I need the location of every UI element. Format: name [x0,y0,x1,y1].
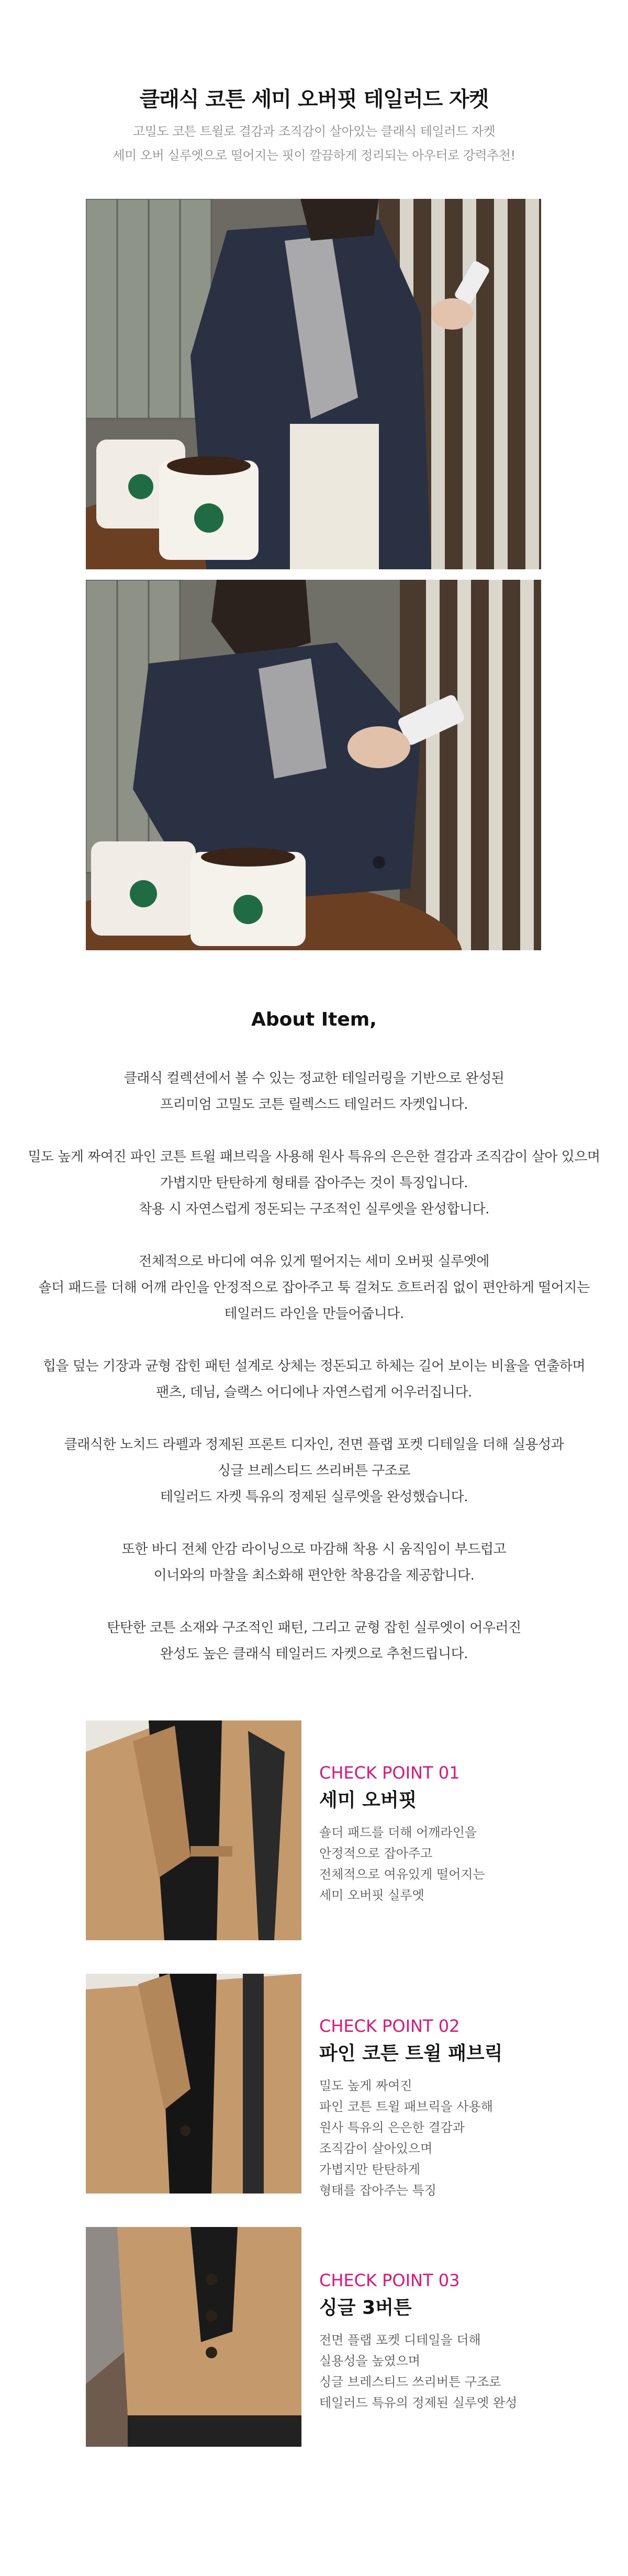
model-photo-2 [86,580,541,950]
check-point-label: CHECK POINT 01 [319,1763,460,1783]
check-point-heading: 파인 코튼 트윌 패브릭 [319,2043,503,2064]
about-paragraph [0,1065,628,1118]
check-point-line: 파인 코튼 트윌 패브릭을 사용해 [319,2099,493,2114]
page-subtitle [0,119,628,167]
about-line: 탄탄한 코튼 소재와 구조적인 패턴, 그리고 균형 잡힌 실루엣이 어우러진 [107,1620,521,1636]
about-line: 싱글 브레스티드 쓰리버튼 구조로 [218,1463,410,1479]
check-point-line: 가볍지만 탄탄하게 [319,2162,421,2177]
subtitle-line: 고밀도 코튼 트윌로 결감과 조직감이 살아있는 클래식 테일러드 자켓 [132,124,496,139]
about-line: 클래식 컬렉션에서 볼 수 있는 정교한 테일러링을 기반으로 완성된 [124,1071,504,1086]
model-photo-1 [86,199,541,569]
about-line: 테일러드 자켓 특유의 정제된 실루엣을 완성했습니다. [160,1489,468,1505]
about-body [0,1065,628,1693]
about-paragraph [0,1144,628,1222]
check-point-description [319,2330,612,2413]
about-line: 완성도 높은 클래식 테일러드 자켓으로 추천드립니다. [160,1646,468,1662]
check-point-label: CHECK POINT 03 [319,2270,460,2290]
check-point-line: 형태를 잡아주는 특징 [319,2183,436,2198]
check-point-3-photo [86,2227,301,2447]
check-point-1-photo [86,1720,301,1940]
about-line: 테일러드 라인을 만들어줍니다. [224,1306,404,1322]
check-point-2 [319,2016,612,2201]
check-point-line: 테일러드 특유의 정제된 실루엣 완성 [319,2395,518,2410]
check-point-line: 숄더 패드를 더해 어깨라인을 [319,1825,477,1840]
check-point-line: 전면 플랩 포켓 디테일을 더해 [319,2333,481,2347]
about-line: 또한 바디 전체 안감 라이닝으로 마감해 착용 시 움직임이 부드럽고 [121,1542,507,1557]
check-point-label: CHECK POINT 02 [319,2016,460,2036]
about-line: 이너와의 마찰을 최소화해 편안한 착용감을 제공합니다. [153,1568,475,1583]
check-point-line: 조직감이 살아있으며 [319,2141,433,2156]
check-point-1 [319,1762,612,1906]
check-point-line: 안정적으로 잡아주고 [319,1846,433,1861]
subtitle-line: 세미 오버 실루엣으로 떨어지는 핏이 깔끔하게 정리되는 아우터로 강력추천! [113,148,515,163]
check-point-description [319,1822,612,1906]
about-line: 프리미엄 고밀도 코튼 릴렉스드 테일러드 자켓입니다. [160,1097,468,1112]
about-line: 힙을 덮는 기장과 균형 잡힌 패턴 설계로 상체는 정돈되고 하체는 길어 보이는 비율을 연출하며 [42,1358,586,1374]
check-point-line: 싱글 브레스티드 쓰리버튼 구조로 [319,2375,501,2389]
about-paragraph [0,1536,628,1589]
about-paragraph [0,1248,628,1327]
check-point-line: 실용성을 높였으며 [319,2354,421,2368]
about-paragraph [0,1432,628,1510]
about-paragraph [0,1615,628,1667]
check-point-line: 밀도 높게 짜여진 [319,2078,412,2093]
about-line: 클래식한 노치드 라펠과 정제된 프론트 디자인, 전면 플랩 포켓 디테일을 더해 실용성과 [64,1437,564,1453]
about-line: 팬츠, 데님, 슬랙스 어디에나 자연스럽게 어우러집니다. [156,1385,472,1400]
check-point-description [319,2075,612,2201]
about-title: About Item, [251,1009,377,1030]
check-point-2-photo [86,1974,301,2193]
check-point-line: 원사 특유의 은은한 결감과 [319,2120,465,2135]
check-point-line: 전체적으로 여유있게 떨어지는 [319,1867,485,1882]
page-title: 클래식 코튼 세미 오버핏 테일러드 자켓 [139,87,489,111]
about-line: 착용 시 자연스럽게 정돈되는 구조적인 실루엣을 완성합니다. [139,1201,489,1217]
check-point-line: 세미 오버핏 실루엣 [319,1888,424,1903]
about-line: 가볍지만 탄탄하게 형태를 잡아주는 것이 특징입니다. [160,1175,468,1191]
about-line: 숄더 패드를 더해 어깨 라인을 안정적으로 잡아주고 툭 걸쳐도 흐트러짐 없이 편안하게 떨어지는 [38,1280,590,1296]
check-point-3 [319,2270,612,2413]
about-paragraph [0,1353,628,1405]
check-point-heading: 싱글 3버튼 [319,2297,412,2319]
check-point-heading: 세미 오버핏 [319,1790,417,1811]
about-line: 전체적으로 바디에 여유 있게 떨어지는 세미 오버핏 실루엣에 [139,1254,489,1269]
about-line: 밀도 높게 짜여진 파인 코튼 트윌 패브릭을 사용해 원사 특유의 은은한 결감과 조직감이 살아 있으며 [28,1149,600,1165]
